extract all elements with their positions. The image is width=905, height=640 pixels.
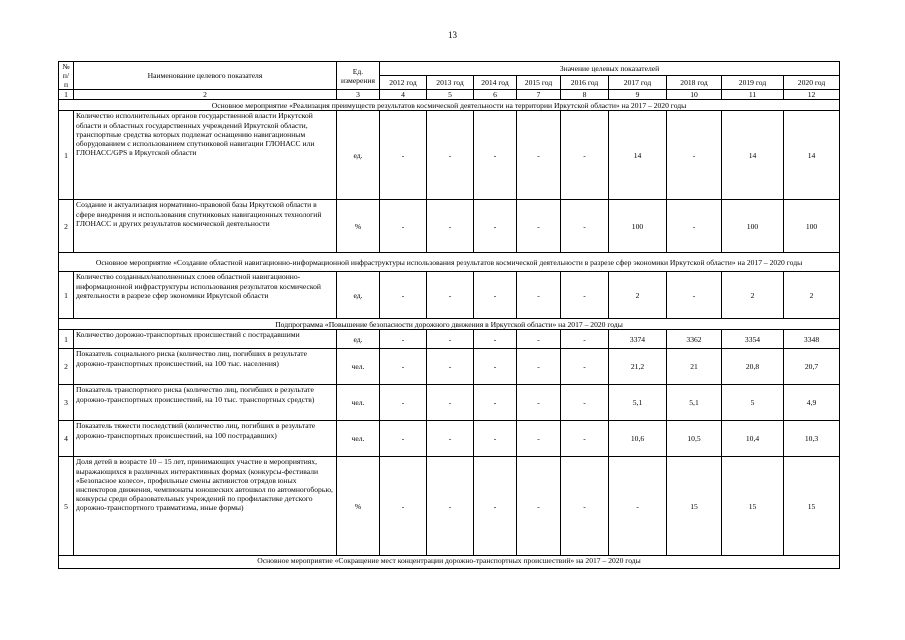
header-name: Наименование целевого показателя [74, 62, 337, 90]
indicator-value: - [517, 349, 561, 385]
section-row [59, 556, 840, 569]
indicator-value: - [427, 272, 474, 319]
indicator-value: - [517, 200, 561, 253]
header-year: 2014 год [474, 75, 517, 90]
indicator-value: 3348 [784, 330, 840, 349]
indicator-value: 15 [667, 457, 722, 556]
indicator-unit: ед. [337, 111, 380, 200]
indicator-value: 3354 [722, 330, 784, 349]
indicator-value: 10,3 [784, 421, 840, 457]
indicator-value: - [561, 457, 609, 556]
column-number: 8 [561, 90, 609, 100]
indicator-value: - [380, 111, 427, 200]
section-row [59, 319, 840, 330]
section-title: Основное мероприятие «Реализация преимуществ результатов космической деятельности на территории Иркутской области» на 2017 – 2020 годы [59, 100, 840, 111]
indicator-value: - [517, 457, 561, 556]
indicator-value: - [561, 111, 609, 200]
indicator-value: - [517, 330, 561, 349]
table-row [59, 385, 840, 421]
table-row [59, 457, 840, 556]
indicator-value: 2 [784, 272, 840, 319]
column-numbers-row [59, 90, 840, 100]
indicator-name: Доля детей в возрасте 10 – 15 лет, принимающих участие в мероприятиях, выражающихся в различных интерактивных формах (конкурсы-фестивали «Безопасное колесо», профильные смены активистов отрядов юных инспекторов движения, чемпионаты юношеских автошкол по автомногоборью, конкурсы среди образовательных учреждений по профилактике детского дорожно-транспортного травматизма, иные формы) [74, 457, 337, 556]
header-year: 2013 год [427, 75, 474, 90]
indicator-name: Показатель транспортного риска (количество лиц, погибших в результате дорожно-транспортных происшествий, на 10 тыс. транспортных средств) [74, 385, 337, 421]
indicator-value: 20,7 [784, 349, 840, 385]
table-row [59, 349, 840, 385]
column-number: 11 [722, 90, 784, 100]
indicator-value: - [517, 421, 561, 457]
section-title: Основное мероприятие «Сокращение мест концентрации дорожно-транспортных происшествий» на 2017 – 2020 годы [59, 556, 840, 569]
indicator-value: 3362 [667, 330, 722, 349]
indicator-value: - [561, 385, 609, 421]
column-number: 2 [74, 90, 337, 100]
section-row [59, 253, 840, 272]
header-year: 2016 год [561, 75, 609, 90]
column-number: 6 [474, 90, 517, 100]
indicator-value: - [427, 421, 474, 457]
indicator-value: 15 [722, 457, 784, 556]
header-year: 2015 год [517, 75, 561, 90]
indicator-value: - [667, 200, 722, 253]
header-num: № п/п [59, 62, 74, 90]
indicator-value: 21 [667, 349, 722, 385]
indicator-value: 10,4 [722, 421, 784, 457]
indicator-value: - [561, 421, 609, 457]
header-unit: Ед. измерения [337, 62, 380, 90]
column-number: 9 [609, 90, 667, 100]
indicator-value: - [427, 200, 474, 253]
indicator-value: 14 [609, 111, 667, 200]
table-row [59, 200, 840, 253]
indicator-value: 2 [609, 272, 667, 319]
table-row [59, 330, 840, 349]
indicator-name: Создание и актуализация нормативно-правовой базы Иркутской области в сфере внедрения и использования спутниковых навигационных технологий ГЛОНАСС и других результатов космической деятельности [74, 200, 337, 253]
indicator-value: - [427, 385, 474, 421]
header-year: 2019 год [722, 75, 784, 90]
indicator-name: Количество дорожно-транспортных происшествий с пострадавшими [74, 330, 337, 349]
indicator-name: Показатель социального риска (количество лиц, погибших в результате дорожно-транспортных происшествий, на 100 тыс. населения) [74, 349, 337, 385]
target-indicators-table [58, 61, 840, 569]
column-number: 12 [784, 90, 840, 100]
section-title: Основное мероприятие «Создание областной навигационно-информационной инфраструктуры использования результатов космической деятельности в разрезе сфер экономики Иркутской области» на 2017 – 2020 годы [59, 253, 840, 272]
indicator-value: - [474, 272, 517, 319]
indicator-value: 20,8 [722, 349, 784, 385]
section-row [59, 100, 840, 111]
row-num: 3 [59, 385, 74, 421]
indicator-value: 5,1 [609, 385, 667, 421]
header-year: 2012 год [380, 75, 427, 90]
column-number: 4 [380, 90, 427, 100]
indicator-value: 100 [784, 200, 840, 253]
indicator-value: 10,6 [609, 421, 667, 457]
indicator-name: Количество созданных/наполненных слоев областной навигационно-информационной инфраструктуры использования результатов космической деятельности в разрезе сфер экономики Иркутской области [74, 272, 337, 319]
indicator-unit: чел. [337, 421, 380, 457]
indicator-value: - [561, 349, 609, 385]
indicator-value: - [380, 385, 427, 421]
indicator-value: - [474, 421, 517, 457]
row-num: 1 [59, 272, 74, 319]
column-number: 10 [667, 90, 722, 100]
header-year: 2018 год [667, 75, 722, 90]
header-row [59, 62, 840, 76]
indicator-unit: чел. [337, 349, 380, 385]
indicator-value: 5,1 [667, 385, 722, 421]
header-year: 2020 год [784, 75, 840, 90]
header-values-group: Значение целевых показателей [380, 62, 840, 76]
row-num: 2 [59, 200, 74, 253]
indicator-value: - [474, 200, 517, 253]
column-number: 1 [59, 90, 74, 100]
indicator-value: - [561, 330, 609, 349]
indicator-value: - [561, 200, 609, 253]
indicator-value: 100 [722, 200, 784, 253]
indicator-value: - [609, 457, 667, 556]
column-number: 7 [517, 90, 561, 100]
indicator-value: 21,2 [609, 349, 667, 385]
row-num: 1 [59, 330, 74, 349]
indicator-value: - [474, 385, 517, 421]
indicator-unit: % [337, 200, 380, 253]
table-row [59, 272, 840, 319]
column-number: 3 [337, 90, 380, 100]
indicator-value: - [474, 457, 517, 556]
indicator-unit: ед. [337, 272, 380, 319]
indicator-name: Количество исполнительных органов государственной власти Иркутской области и областных государственных учреждений Иркутской области, транспортные средства которых подлежат оснащению навигационным оборудованием с использованием спутниковой навигации ГЛОНАСС или ГЛОНАСС/GPS в Иркутской области [74, 111, 337, 200]
indicator-value: - [667, 272, 722, 319]
table-row [59, 111, 840, 200]
indicator-value: - [667, 111, 722, 200]
indicator-value: 15 [784, 457, 840, 556]
indicator-value: - [517, 385, 561, 421]
indicator-value: 14 [722, 111, 784, 200]
table-row [59, 421, 840, 457]
indicator-value: 3374 [609, 330, 667, 349]
indicator-value: 5 [722, 385, 784, 421]
column-number: 5 [427, 90, 474, 100]
indicator-value: 2 [722, 272, 784, 319]
row-num: 2 [59, 349, 74, 385]
indicator-value: - [474, 330, 517, 349]
indicator-value: - [427, 330, 474, 349]
indicator-value: - [427, 111, 474, 200]
indicator-value: 4,9 [784, 385, 840, 421]
indicator-value: 100 [609, 200, 667, 253]
section-title: Подпрограмма «Повышение безопасности дорожного движения в Иркутской области» на 2017 – 2020 годы [59, 319, 840, 330]
indicator-value: - [380, 200, 427, 253]
indicator-value: - [380, 349, 427, 385]
page-number: 13 [448, 30, 457, 40]
indicator-value: - [380, 272, 427, 319]
indicator-value: - [474, 349, 517, 385]
row-num: 4 [59, 421, 74, 457]
header-year: 2017 год [609, 75, 667, 90]
row-num: 5 [59, 457, 74, 556]
indicator-value: - [427, 457, 474, 556]
indicator-value: - [517, 272, 561, 319]
indicator-value: - [427, 349, 474, 385]
indicator-value: 14 [784, 111, 840, 200]
row-num: 1 [59, 111, 74, 200]
indicator-value: - [474, 111, 517, 200]
indicator-name: Показатель тяжести последствий (количество лиц, погибших в результате дорожно-транспортных происшествий, на 100 пострадавших) [74, 421, 337, 457]
indicator-value: - [561, 272, 609, 319]
indicator-value: - [380, 421, 427, 457]
indicator-value: 10,5 [667, 421, 722, 457]
indicator-value: - [380, 457, 427, 556]
indicator-value: - [517, 111, 561, 200]
indicator-unit: чел. [337, 385, 380, 421]
indicator-unit: ед. [337, 330, 380, 349]
indicator-unit: % [337, 457, 380, 556]
indicator-value: - [380, 330, 427, 349]
